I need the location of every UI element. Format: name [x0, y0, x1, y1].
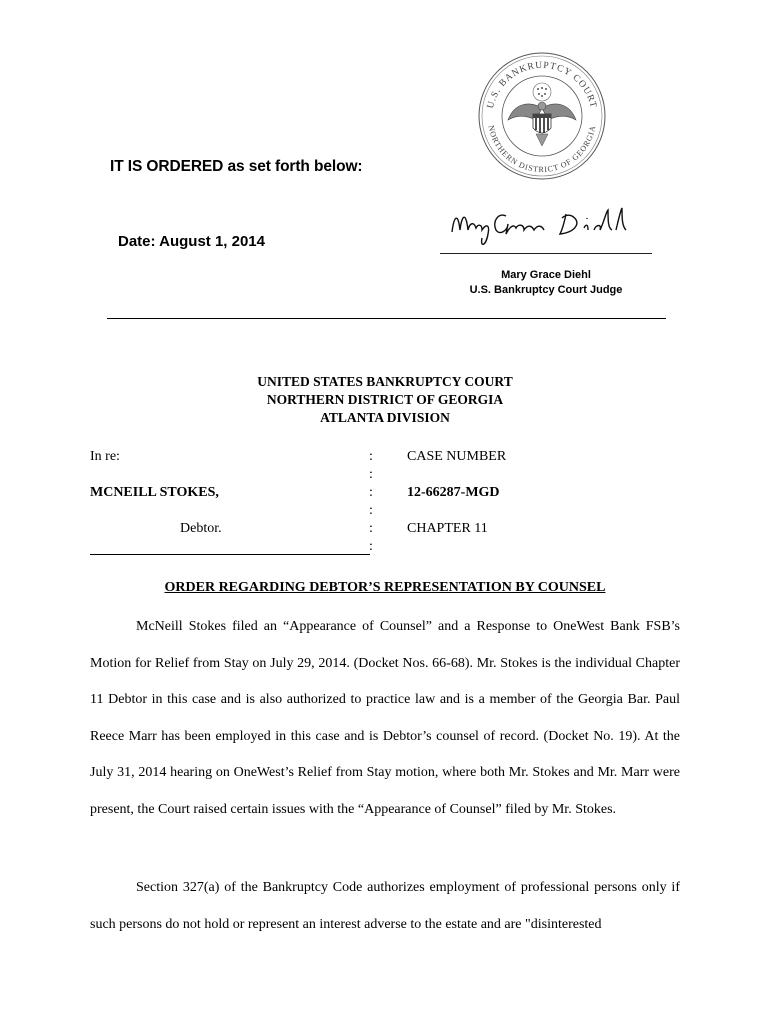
case-number: 12-66287-MGD	[407, 485, 500, 500]
judge-title: U.S. Bankruptcy Court Judge	[469, 284, 623, 296]
order-title-text: ORDER REGARDING DEBTOR’S REPRESENTATION BY COUNSEL	[164, 580, 606, 595]
caption-colon: :	[369, 485, 373, 500]
order-statement: IT IS ORDERED as set forth below:	[110, 158, 363, 175]
judge-signature	[446, 202, 636, 252]
court-name: UNITED STATES BANKRUPTCY COURT	[257, 374, 513, 389]
body-paragraph	[90, 609, 680, 829]
order-title	[0, 580, 770, 596]
case-chapter: CHAPTER 11	[407, 521, 488, 536]
court-seal	[476, 48, 608, 184]
caption-debtor-name: MCNEILL STOKES,	[90, 485, 219, 500]
header-divider	[107, 318, 666, 319]
court-district: NORTHERN DISTRICT OF GEORGIA	[266, 392, 504, 407]
caption-colon: :	[369, 503, 373, 518]
paragraph-text: McNeill Stokes filed an “Appearance of Counsel” and a Response to OneWest Bank FSB’s Motion for Relief from Stay on July 29, 2014. (Docket Nos. 66-68). Mr. Stokes is the individual Chapter 11 Debtor in this case and is also authorized to practice law and is a member of the Georgia Bar. Paul Reece Marr has been employed in this case and is Debtor’s counsel of record. (Docket No. 19). At the July 31, 2014 hearing on OneWest’s Relief from Stay motion, where both Mr. Stokes and Mr. Marr were present, the Court raised certain issues with the “Appearance of Counsel” filed by Mr. Stokes.	[90, 619, 680, 817]
caption-in-re: In re:	[90, 449, 120, 464]
order-date: Date: August 1, 2014	[118, 233, 265, 250]
case-number-label: CASE NUMBER	[407, 449, 507, 464]
caption-debtor-label: Debtor.	[180, 521, 222, 536]
court-division: ATLANTA DIVISION	[320, 410, 450, 425]
caption-colon: :	[369, 539, 373, 554]
caption-colon: :	[369, 449, 373, 464]
caption-underline	[90, 554, 370, 555]
caption-colon: :	[369, 467, 373, 482]
paragraph-text: Section 327(a) of the Bankruptcy Code authorizes employment of professional persons only if such persons do not hold or represent an interest adverse to the estate and are "disinterested	[90, 880, 680, 932]
signature-line	[440, 253, 652, 254]
body-paragraph	[90, 870, 680, 943]
judge-name: Mary Grace Diehl	[501, 269, 591, 281]
svg-text:NORTHERN DISTRICT OF GEORGIA: NORTHERN DISTRICT OF GEORGIA	[486, 124, 598, 175]
caption-colon: :	[369, 521, 373, 536]
svg-text:U.S. BANKRUPTCY COURT: U.S. BANKRUPTCY COURT	[485, 60, 599, 110]
